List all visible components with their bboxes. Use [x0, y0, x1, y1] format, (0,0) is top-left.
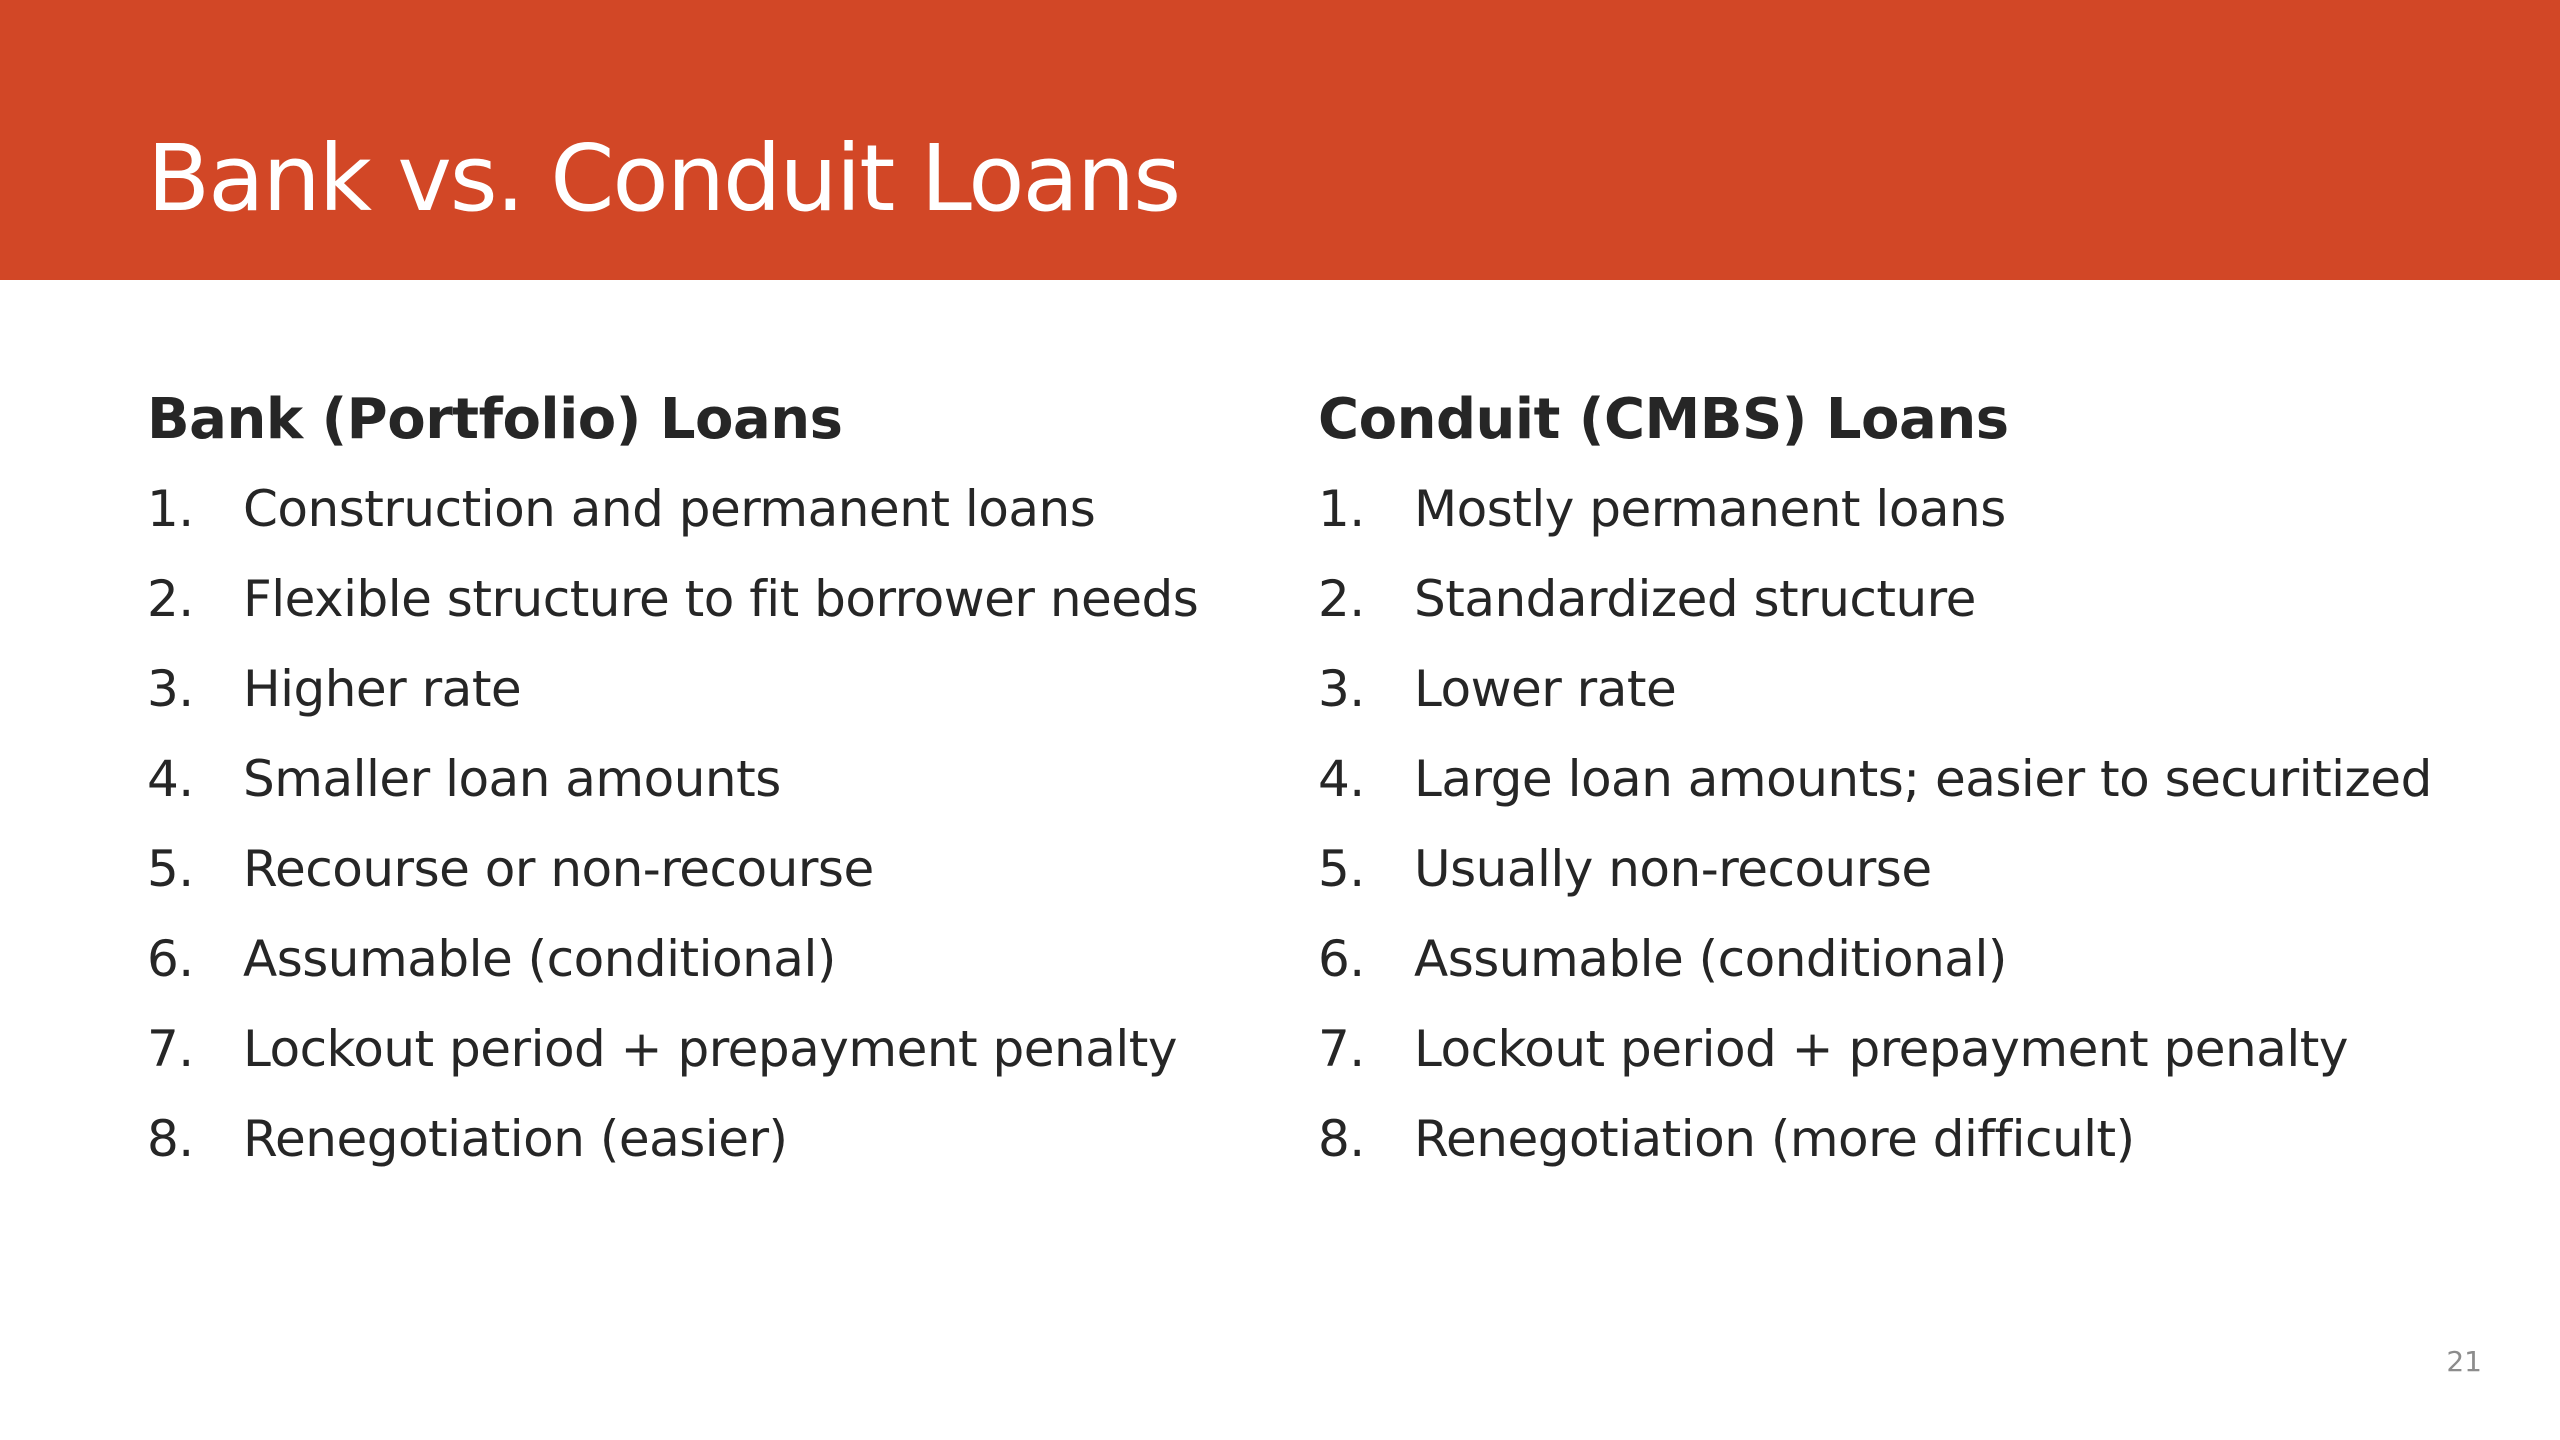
list-item [147, 1012, 1198, 1102]
conduit-loans-heading: Conduit (CMBS) Loans [1318, 387, 2009, 452]
list-item-text: Renegotiation (easier) [243, 1110, 788, 1168]
list-item [1318, 562, 2432, 652]
list-item-text: Higher rate [243, 660, 522, 718]
list-item [147, 922, 1198, 1012]
list-item [1318, 922, 2432, 1012]
list-item-number: 2. [147, 570, 194, 628]
list-item [147, 472, 1198, 562]
list-item-number: 1. [1318, 480, 1365, 538]
list-item-text: Smaller loan amounts [243, 750, 781, 808]
list-item-text: Assumable (conditional) [243, 930, 836, 988]
slide-title: Bank vs. Conduit Loans [147, 125, 1180, 232]
list-item [147, 832, 1198, 922]
list-item-number: 7. [147, 1020, 194, 1078]
bank-loans-column [147, 382, 1198, 1192]
list-item [1318, 1102, 2432, 1192]
list-item-number: 8. [147, 1110, 194, 1168]
list-item-text: Lockout period + prepayment penalty [1414, 1020, 2348, 1078]
list-item-text: Recourse or non-recourse [243, 840, 874, 898]
list-item [147, 1102, 1198, 1192]
list-item [1318, 472, 2432, 562]
list-item [1318, 742, 2432, 832]
conduit-loans-column [1318, 382, 2432, 1192]
list-item-number: 4. [147, 750, 194, 808]
list-item [1318, 1012, 2432, 1102]
bank-loans-list [147, 472, 1198, 1192]
list-item-number: 2. [1318, 570, 1365, 628]
list-item-text: Flexible structure to fit borrower needs [243, 570, 1199, 628]
list-item-number: 1. [147, 480, 194, 538]
list-item-text: Lockout period + prepayment penalty [243, 1020, 1177, 1078]
list-item [147, 562, 1198, 652]
list-item-number: 6. [1318, 930, 1365, 988]
list-item-text: Usually non-recourse [1414, 840, 1932, 898]
list-item-text: Construction and permanent loans [243, 480, 1096, 538]
list-item-text: Renegotiation (more difficult) [1414, 1110, 2135, 1168]
list-item-text: Mostly permanent loans [1414, 480, 2006, 538]
list-item-number: 6. [147, 930, 194, 988]
list-item [147, 652, 1198, 742]
list-item-number: 3. [147, 660, 194, 718]
list-item-text: Standardized structure [1414, 570, 1976, 628]
list-item-number: 7. [1318, 1020, 1365, 1078]
list-item-text: Lower rate [1414, 660, 1677, 718]
list-item [147, 742, 1198, 832]
title-bar [0, 0, 2560, 280]
list-item-number: 5. [1318, 840, 1365, 898]
list-item-number: 5. [147, 840, 194, 898]
list-item-number: 4. [1318, 750, 1365, 808]
list-item [1318, 652, 2432, 742]
bank-loans-heading: Bank (Portfolio) Loans [147, 387, 843, 452]
list-item [1318, 832, 2432, 922]
list-item-text: Large loan amounts; easier to securitized [1414, 750, 2432, 808]
list-item-number: 3. [1318, 660, 1365, 718]
page-number: 21 [2446, 1345, 2482, 1378]
conduit-loans-list [1318, 472, 2432, 1192]
list-item-text: Assumable (conditional) [1414, 930, 2007, 988]
list-item-number: 8. [1318, 1110, 1365, 1168]
